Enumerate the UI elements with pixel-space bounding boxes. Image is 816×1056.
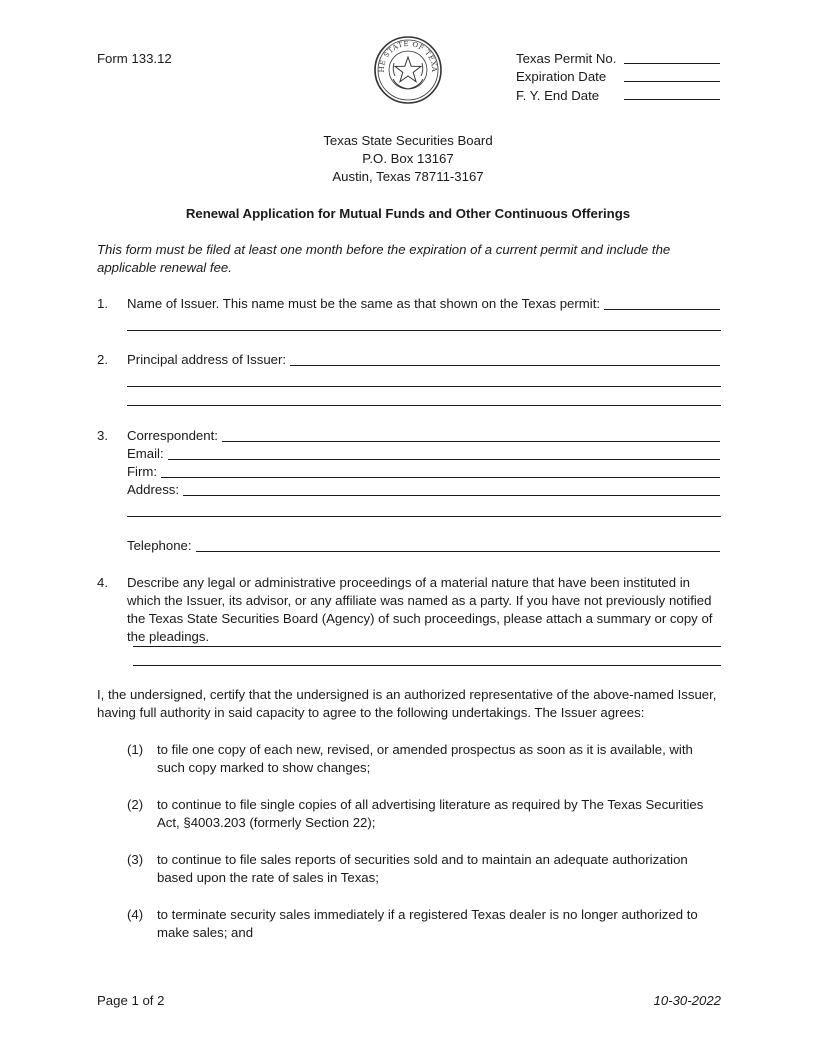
telephone-row bbox=[127, 537, 720, 555]
question-4-number: 4. bbox=[97, 575, 108, 590]
undertaking-3-text: to continue to file sales reports of securities sold and to maintain an adequate authorization based upon the rate of sales in Texas; bbox=[157, 852, 688, 885]
telephone-label: Telephone: bbox=[127, 538, 192, 553]
proceedings-description: Describe any legal or administrative proceedings of a material nature that have been instituted in which the Issuer, its advisor, or any affiliate was named as a party. If you have not previously notified the Texas State Securities Board (Agency) of such proceedings, please attach a summary or copy of the pleadings. bbox=[127, 575, 713, 644]
seal-text: HE STATE OF TEXA bbox=[377, 39, 439, 73]
correspondent-field[interactable] bbox=[222, 441, 720, 442]
address-field-line-2[interactable] bbox=[127, 516, 721, 517]
fy-end-date-field[interactable] bbox=[624, 99, 720, 100]
question-3-number: 3. bbox=[97, 428, 108, 443]
agency-city: Austin, Texas 78711-3167 bbox=[332, 169, 484, 184]
permit-number-field[interactable] bbox=[624, 63, 720, 64]
undertaking-2-number: (2) bbox=[127, 797, 144, 812]
certification-text: I, the undersigned, certify that the undersigned is an authorized representative of the above-named Issuer, having full authority in said capacity to agree to the following undertakings. The Issuer agrees: bbox=[97, 687, 717, 720]
firm-label: Firm: bbox=[127, 464, 158, 479]
principal-address-line-3[interactable] bbox=[127, 405, 721, 406]
page-number: Page 1 of 2 bbox=[97, 993, 165, 1008]
proceedings-field-line-1[interactable] bbox=[133, 646, 721, 647]
intro-text: This form must be filed at least one month before the expiration of a current permit and include the applicable renewal fee. bbox=[97, 242, 671, 275]
undertaking-4-text: to terminate security sales immediately if a registered Texas dealer is no longer authorized to make sales; and bbox=[157, 907, 698, 940]
proceedings-field-line-2[interactable] bbox=[133, 665, 721, 666]
email-label: Email: bbox=[127, 446, 164, 461]
principal-address-label: Principal address of Issuer: bbox=[127, 352, 287, 367]
correspondent-label: Correspondent: bbox=[127, 428, 218, 443]
question-1-number: 1. bbox=[97, 296, 108, 311]
telephone-field[interactable] bbox=[196, 551, 720, 552]
svg-text:THE STATE OF TEXAS bbox=[373, 35, 438, 73]
firm-row bbox=[127, 463, 720, 481]
undertaking-2-text: to continue to file single copies of all advertising literature as required by The Texas Securities Act, §4003.203 (formerly Section 22); bbox=[157, 797, 704, 830]
agency-po-box: P.O. Box 13167 bbox=[362, 151, 454, 166]
principal-address-field[interactable] bbox=[290, 365, 720, 366]
principal-address-line-2[interactable] bbox=[127, 386, 721, 387]
undertaking-1-text: to file one copy of each new, revised, or amended prospectus as soon as it is available, with such copy marked to show changes; bbox=[157, 742, 693, 775]
address-row bbox=[127, 481, 720, 499]
agency-name: Texas State Securities Board bbox=[323, 133, 493, 148]
issuer-name-field[interactable] bbox=[604, 309, 720, 310]
email-row bbox=[127, 445, 720, 463]
issuer-name-label: Name of Issuer. This name must be the same as that shown on the Texas permit: bbox=[127, 296, 601, 311]
correspondent-row bbox=[127, 427, 720, 445]
undertaking-1-number: (1) bbox=[127, 742, 144, 757]
issuer-name-field-line-2[interactable] bbox=[127, 330, 721, 331]
page-title: Renewal Application for Mutual Funds and Other Continuous Offerings bbox=[185, 206, 631, 221]
address-field[interactable] bbox=[183, 495, 720, 496]
fy-end-date-label: F. Y. End Date bbox=[516, 88, 600, 103]
expiration-date-label: Expiration Date bbox=[516, 69, 607, 84]
revision-date: 10-30-2022 bbox=[653, 993, 721, 1008]
undertaking-3-number: (3) bbox=[127, 852, 144, 867]
firm-field[interactable] bbox=[161, 477, 720, 478]
principal-address-row bbox=[127, 351, 720, 369]
email-field[interactable] bbox=[168, 459, 720, 460]
undertaking-4-number: (4) bbox=[127, 907, 144, 922]
expiration-date-field[interactable] bbox=[624, 81, 720, 82]
issuer-name-row bbox=[127, 295, 720, 313]
texas-seal-icon bbox=[373, 35, 443, 105]
permit-number-label: Texas Permit No. bbox=[516, 51, 617, 66]
address-label: Address: bbox=[127, 482, 180, 497]
question-2-number: 2. bbox=[97, 352, 108, 367]
form-number: Form 133.12 bbox=[97, 51, 172, 66]
